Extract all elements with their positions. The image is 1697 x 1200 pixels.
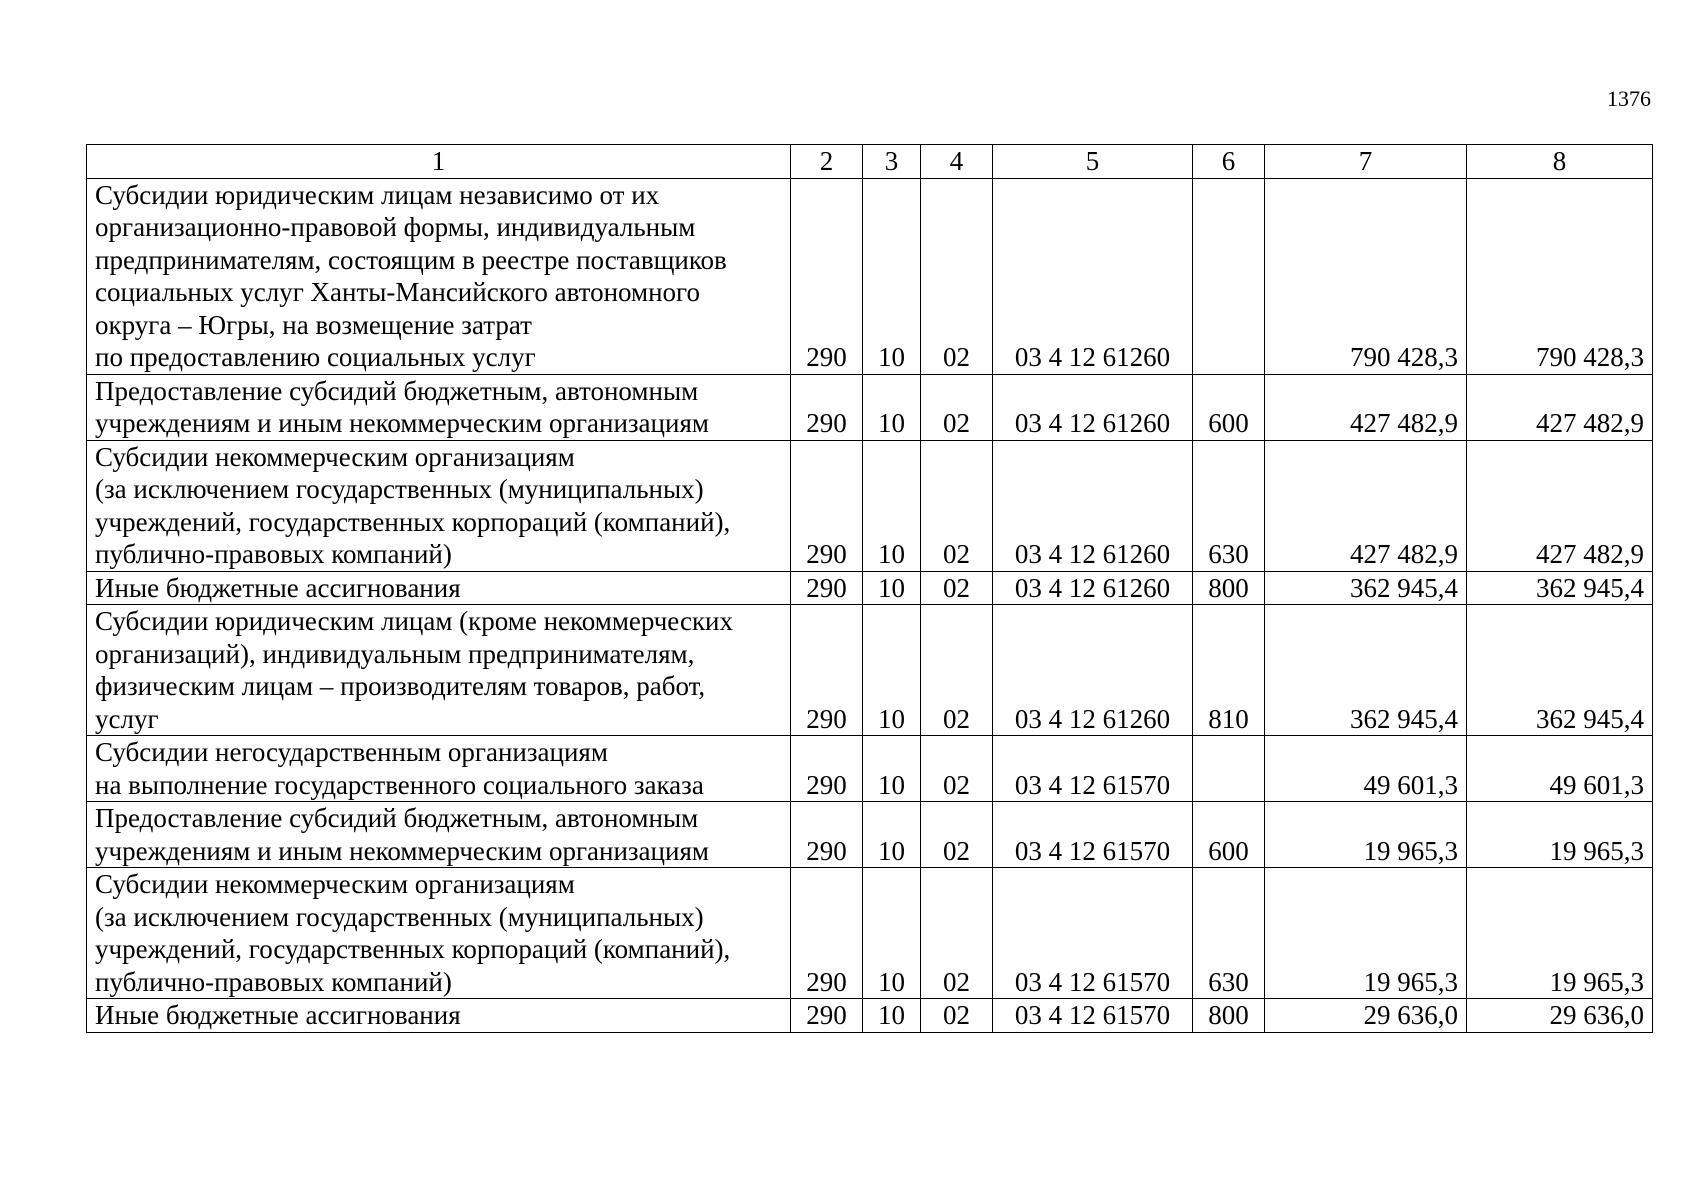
expense-name-line: (за исключением государственных (муниципальных) — [95, 901, 704, 932]
expense-name-line: публично-правовых компаний) — [95, 539, 452, 569]
expense-type-cell: 600 — [1193, 374, 1265, 440]
expense-name-line: Иные бюджетные ассигнования — [95, 1000, 461, 1030]
target-article-cell: 03 4 12 61260 — [993, 178, 1193, 374]
expense-name-line: округа – Югры, на возмещение затрат — [95, 309, 532, 340]
target-article-cell: 03 4 12 61260 — [993, 440, 1193, 571]
expense-name-line: Субсидии некоммерческим организациям — [95, 441, 575, 472]
amount-column-8-cell: 427 482,9 — [1467, 374, 1653, 440]
column-header-1: 1 — [87, 145, 791, 179]
table-body — [87, 145, 1653, 1033]
column-header-6: 6 — [1193, 145, 1265, 179]
expense-type-cell: 630 — [1193, 868, 1265, 999]
expense-name-cell — [87, 178, 791, 374]
expense-name-line: услуг — [95, 703, 159, 734]
section-code-cell: 10 — [863, 999, 921, 1033]
expense-name-line: учреждениям и иным некоммерческим организациям — [95, 835, 709, 866]
subsection-code-cell: 02 — [921, 802, 993, 868]
column-header-8: 8 — [1467, 145, 1653, 179]
expense-name-cell — [87, 440, 791, 571]
amount-column-7-cell: 362 945,4 — [1265, 571, 1467, 605]
expense-name-cell — [87, 802, 791, 868]
expense-name-line: организационно-правовой формы, индивидуальным — [95, 212, 696, 242]
ministry-code-cell: 290 — [791, 571, 863, 605]
expense-name-cell — [87, 736, 791, 802]
amount-column-7-cell: 49 601,3 — [1265, 736, 1467, 802]
expense-type-cell — [1193, 736, 1265, 802]
table-row — [87, 178, 1653, 374]
table-row — [87, 571, 1653, 605]
table-row — [87, 868, 1653, 999]
expense-name-cell — [87, 605, 791, 736]
section-code-cell: 10 — [863, 736, 921, 802]
expense-name-line: Субсидии негосударственным организациям — [95, 737, 608, 767]
section-code-cell: 10 — [863, 868, 921, 999]
section-code-cell: 10 — [863, 178, 921, 374]
ministry-code-cell: 290 — [791, 374, 863, 440]
amount-column-7-cell: 29 636,0 — [1265, 999, 1467, 1033]
amount-column-7-cell: 19 965,3 — [1265, 868, 1467, 999]
expense-name-line: по предоставлению социальных услуг — [95, 342, 536, 372]
table-row — [87, 802, 1653, 868]
amount-column-8-cell: 29 636,0 — [1467, 999, 1653, 1033]
section-code-cell: 10 — [863, 440, 921, 571]
expense-type-cell: 630 — [1193, 440, 1265, 571]
section-code-cell: 10 — [863, 605, 921, 736]
expense-name-line: Субсидии юридическим лицам независимо от их — [95, 179, 660, 210]
expense-name-line: организаций), индивидуальным предпринимателям, — [95, 638, 695, 669]
ministry-code-cell: 290 — [791, 605, 863, 736]
target-article-cell: 03 4 12 61260 — [993, 571, 1193, 605]
expense-name-cell — [87, 999, 791, 1033]
subsection-code-cell: 02 — [921, 440, 993, 571]
expense-name-line: предпринимателям, состоящим в реестре поставщиков — [95, 244, 727, 275]
column-header-7: 7 — [1265, 145, 1467, 179]
expense-name-line: Иные бюджетные ассигнования — [95, 572, 461, 603]
expense-name-line: учреждениям и иным некоммерческим организациям — [95, 408, 709, 438]
amount-column-8-cell: 427 482,9 — [1467, 440, 1653, 571]
expense-name-cell — [87, 374, 791, 440]
expense-name-line: Предоставление субсидий бюджетным, автономным — [95, 803, 699, 833]
amount-column-7-cell: 19 965,3 — [1265, 802, 1467, 868]
subsection-code-cell: 02 — [921, 605, 993, 736]
target-article-cell: 03 4 12 61260 — [993, 374, 1193, 440]
expense-name-line: физическим лицам – производителям товаров, работ, — [95, 671, 706, 701]
ministry-code-cell: 290 — [791, 999, 863, 1033]
budget-table — [86, 144, 1653, 1033]
target-article-cell: 03 4 12 61260 — [993, 605, 1193, 736]
expense-name-line: учреждений, государственных корпораций (компаний), — [95, 506, 731, 537]
column-header-3: 3 — [863, 145, 921, 179]
amount-column-8-cell: 362 945,4 — [1467, 605, 1653, 736]
table-row — [87, 736, 1653, 802]
amount-column-8-cell: 19 965,3 — [1467, 868, 1653, 999]
subsection-code-cell: 02 — [921, 374, 993, 440]
expense-name-cell — [87, 868, 791, 999]
target-article-cell: 03 4 12 61570 — [993, 802, 1193, 868]
subsection-code-cell: 02 — [921, 868, 993, 999]
table-row — [87, 440, 1653, 571]
amount-column-7-cell: 362 945,4 — [1265, 605, 1467, 736]
table-row — [87, 374, 1653, 440]
expense-name-line: (за исключением государственных (муниципальных) — [95, 474, 704, 504]
target-article-cell: 03 4 12 61570 — [993, 999, 1193, 1033]
target-article-cell: 03 4 12 61570 — [993, 736, 1193, 802]
amount-column-7-cell: 427 482,9 — [1265, 374, 1467, 440]
column-header-5: 5 — [993, 145, 1193, 179]
amount-column-8-cell: 362 945,4 — [1467, 571, 1653, 605]
expense-name-line: публично-правовых компаний) — [95, 966, 452, 997]
ministry-code-cell: 290 — [791, 802, 863, 868]
column-header-2: 2 — [791, 145, 863, 179]
section-code-cell: 10 — [863, 571, 921, 605]
amount-column-7-cell: 790 428,3 — [1265, 178, 1467, 374]
section-code-cell: 10 — [863, 374, 921, 440]
amount-column-8-cell: 19 965,3 — [1467, 802, 1653, 868]
expense-type-cell: 810 — [1193, 605, 1265, 736]
subsection-code-cell: 02 — [921, 571, 993, 605]
expense-type-cell: 600 — [1193, 802, 1265, 868]
column-header-4: 4 — [921, 145, 993, 179]
section-code-cell: 10 — [863, 802, 921, 868]
page-number: 1376 — [1607, 86, 1651, 111]
subsection-code-cell: 02 — [921, 999, 993, 1033]
expense-name-line: Субсидии некоммерческим организациям — [95, 869, 575, 899]
amount-column-7-cell: 427 482,9 — [1265, 440, 1467, 571]
expense-name-line: Субсидии юридическим лицам (кроме некоммерческих — [95, 606, 734, 636]
expense-name-line: на выполнение государственного социального заказа — [95, 769, 704, 800]
expense-name-line: Предоставление субсидий бюджетным, автономным — [95, 375, 699, 406]
ministry-code-cell: 290 — [791, 178, 863, 374]
table-row — [87, 605, 1653, 736]
subsection-code-cell: 02 — [921, 178, 993, 374]
expense-type-cell — [1193, 178, 1265, 374]
target-article-cell: 03 4 12 61570 — [993, 868, 1193, 999]
expense-name-line: учреждений, государственных корпораций (компаний), — [95, 934, 731, 964]
expense-name-cell — [87, 571, 791, 605]
amount-column-8-cell: 49 601,3 — [1467, 736, 1653, 802]
table-row — [87, 999, 1653, 1033]
amount-column-8-cell: 790 428,3 — [1467, 178, 1653, 374]
ministry-code-cell: 290 — [791, 440, 863, 571]
ministry-code-cell: 290 — [791, 736, 863, 802]
expense-type-cell: 800 — [1193, 571, 1265, 605]
column-number-header-row — [87, 145, 1653, 179]
subsection-code-cell: 02 — [921, 736, 993, 802]
ministry-code-cell: 290 — [791, 868, 863, 999]
expense-name-line: социальных услуг Ханты-Мансийского автономного — [95, 277, 700, 307]
expense-type-cell: 800 — [1193, 999, 1265, 1033]
